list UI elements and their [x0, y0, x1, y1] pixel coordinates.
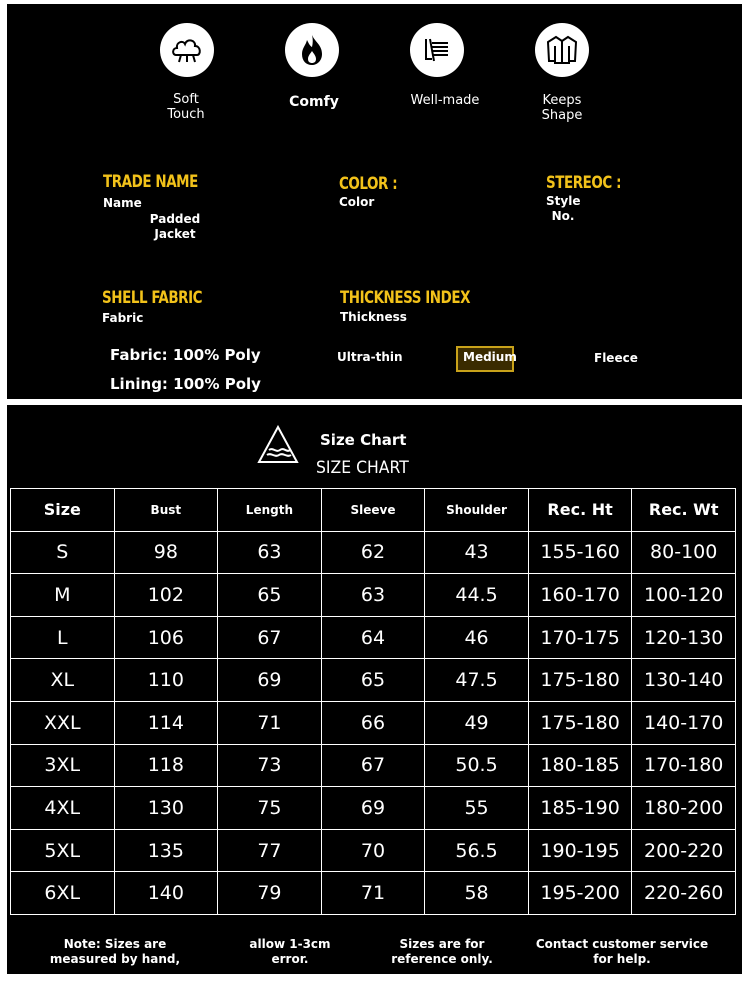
trade-name-value: Padded Jacket [149, 212, 201, 241]
table-header-row [11, 489, 736, 532]
table-cell: 46 [425, 616, 529, 659]
table-cell: 69 [321, 787, 425, 830]
feature-label-soft-touch: Soft Touch [167, 92, 205, 122]
flame-icon [285, 23, 339, 77]
table-cell: 67 [321, 744, 425, 787]
table-cell: 71 [321, 872, 425, 915]
table-cell: 50.5 [425, 744, 529, 787]
table-cell: 55 [425, 787, 529, 830]
table-cell: 175-180 [528, 659, 632, 702]
color-sub: Color [339, 195, 375, 209]
table-cell: 185-190 [528, 787, 632, 830]
header-length: Length [218, 489, 322, 532]
table-cell: 75 [218, 787, 322, 830]
table-cell: S [11, 531, 115, 574]
note-reference-only: Sizes are for reference only. [391, 937, 493, 966]
feature-label-keeps-shape: Keeps Shape [541, 93, 583, 123]
table-cell: 4XL [11, 787, 115, 830]
table-row [11, 701, 736, 744]
table-cell: 43 [425, 531, 529, 574]
table-cell: 56.5 [425, 829, 529, 872]
style-title: STEREOC : [546, 173, 622, 193]
table-cell: XXL [11, 701, 115, 744]
table-cell: 155-160 [528, 531, 632, 574]
table-cell: 106 [114, 616, 218, 659]
lining-composition: Lining: 100% Poly [110, 375, 261, 393]
table-cell: 102 [114, 574, 218, 617]
table-cell: 140-170 [632, 701, 736, 744]
feature-label-well-made: Well-made [410, 93, 480, 108]
stitch-icon [410, 23, 464, 77]
shell-fabric-sub: Fabric [102, 311, 144, 325]
table-cell: 67 [218, 616, 322, 659]
trade-name-sub: Name [103, 196, 142, 210]
table-row [11, 744, 736, 787]
note-measured-by-hand: Note: Sizes are measured by hand, [49, 937, 181, 966]
fabric-composition: Fabric: 100% Poly [110, 346, 261, 364]
table-cell: 135 [114, 829, 218, 872]
table-cell: 180-200 [632, 787, 736, 830]
table-cell: 70 [321, 829, 425, 872]
table-cell: 66 [321, 701, 425, 744]
size-chart-title: Size Chart [320, 431, 407, 449]
table-cell: 63 [321, 574, 425, 617]
table-cell: 195-200 [528, 872, 632, 915]
table-cell: 98 [114, 531, 218, 574]
note-allow-error: allow 1-3cm error. [249, 937, 331, 966]
table-cell: 114 [114, 701, 218, 744]
style-sub: Style No. [546, 194, 581, 223]
table-row [11, 787, 736, 830]
thickness-option-ultra-thin: Ultra-thin [337, 350, 403, 364]
feature-label-comfy: Comfy [289, 94, 339, 110]
header-size: Size [11, 489, 115, 532]
table-cell: 170-175 [528, 616, 632, 659]
table-cell: 62 [321, 531, 425, 574]
table-cell: 73 [218, 744, 322, 787]
thickness-option-fleece: Fleece [594, 351, 638, 365]
table-row [11, 574, 736, 617]
table-cell: 190-195 [528, 829, 632, 872]
header-sleeve: Sleeve [321, 489, 425, 532]
table-cell: 3XL [11, 744, 115, 787]
table-cell: 80-100 [632, 531, 736, 574]
cotton-icon [160, 23, 214, 77]
table-cell: 65 [218, 574, 322, 617]
table-cell: 180-185 [528, 744, 632, 787]
table-cell: 220-260 [632, 872, 736, 915]
jacket-icon [535, 23, 589, 77]
hanger-icon [256, 425, 300, 469]
table-cell: 200-220 [632, 829, 736, 872]
table-cell: M [11, 574, 115, 617]
size-table [10, 488, 736, 915]
table-cell: 100-120 [632, 574, 736, 617]
table-cell: 49 [425, 701, 529, 744]
table-cell: 140 [114, 872, 218, 915]
table-cell: 160-170 [528, 574, 632, 617]
table-cell: 65 [321, 659, 425, 702]
header-rec-weight: Rec. Wt [632, 489, 736, 532]
table-cell: 170-180 [632, 744, 736, 787]
table-row [11, 616, 736, 659]
note-contact-service: Contact customer service for help. [535, 937, 709, 966]
table-cell: 77 [218, 829, 322, 872]
table-cell: 71 [218, 701, 322, 744]
header-shoulder: Shoulder [425, 489, 529, 532]
thickness-title: THICKNESS INDEX [340, 288, 471, 308]
table-row [11, 531, 736, 574]
size-chart-caps-title: SIZE CHART [316, 458, 409, 478]
table-cell: 63 [218, 531, 322, 574]
table-cell: XL [11, 659, 115, 702]
table-cell: 130-140 [632, 659, 736, 702]
header-bust: Bust [114, 489, 218, 532]
table-cell: 69 [218, 659, 322, 702]
table-cell: 6XL [11, 872, 115, 915]
table-cell: 79 [218, 872, 322, 915]
table-cell: L [11, 616, 115, 659]
table-row [11, 872, 736, 915]
table-cell: 64 [321, 616, 425, 659]
thickness-sub: Thickness [340, 310, 407, 324]
table-cell: 44.5 [425, 574, 529, 617]
table-row [11, 659, 736, 702]
table-cell: 5XL [11, 829, 115, 872]
trade-name-title: TRADE NAME [103, 172, 198, 192]
table-cell: 120-130 [632, 616, 736, 659]
table-cell: 130 [114, 787, 218, 830]
table-cell: 47.5 [425, 659, 529, 702]
header-rec-height: Rec. Ht [528, 489, 632, 532]
table-cell: 58 [425, 872, 529, 915]
table-cell: 110 [114, 659, 218, 702]
shell-fabric-title: SHELL FABRIC [102, 288, 203, 308]
table-cell: 175-180 [528, 701, 632, 744]
color-title: COLOR : [339, 174, 398, 194]
thickness-option-medium: Medium [463, 350, 517, 364]
table-row [11, 829, 736, 872]
table-cell: 118 [114, 744, 218, 787]
